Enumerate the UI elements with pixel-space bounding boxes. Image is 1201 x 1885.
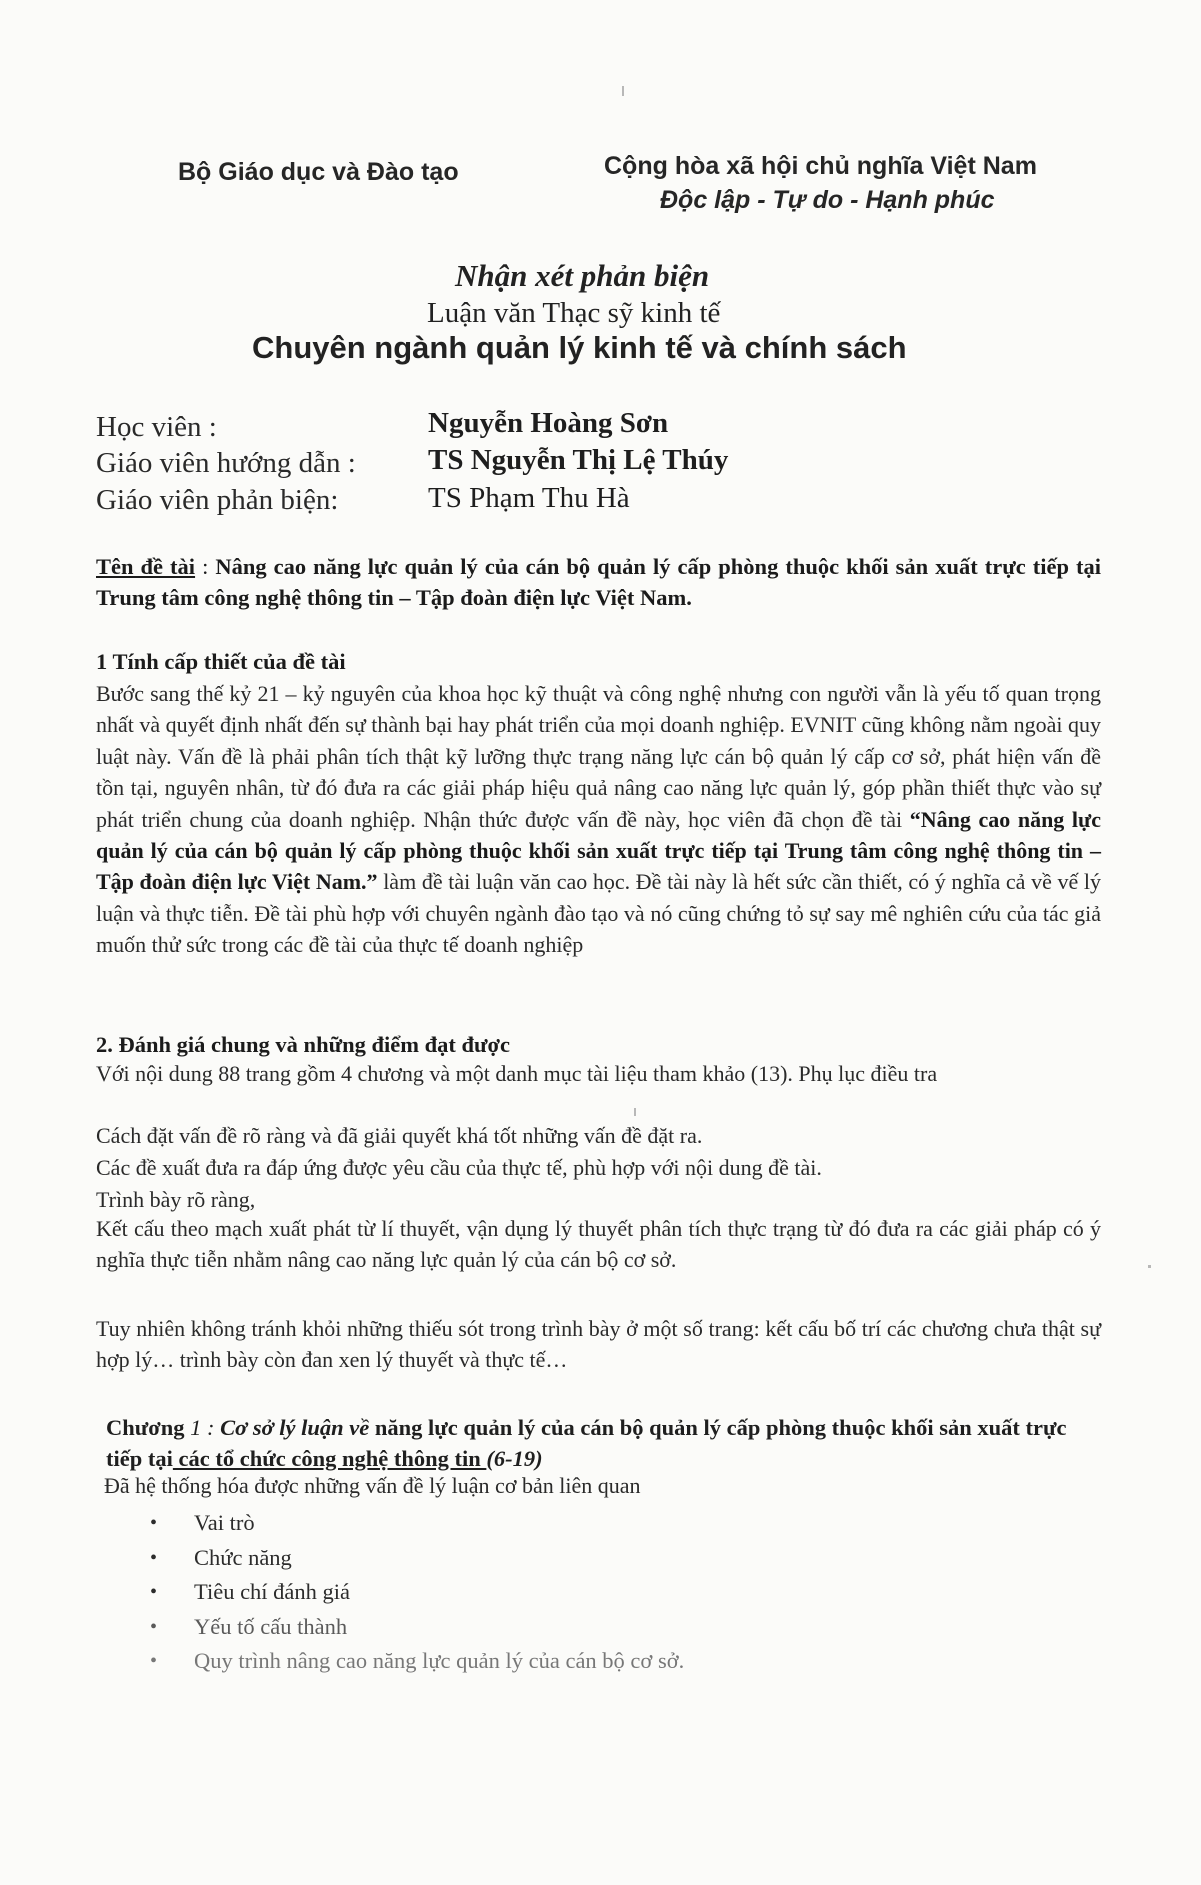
chapter1-topic-list [150,1506,684,1679]
chapter1-title-part2: các tổ chức công nghệ thông tin [172,1446,487,1471]
chapter1-label: Chương [106,1415,185,1440]
specialty-title: Chuyên ngành quản lý kinh tế và chính sách [252,330,907,365]
chapter1-number: 1 : [184,1415,221,1440]
chapter1-pages: (6-19) [486,1446,543,1471]
topic-text: Nâng cao năng lực quản lý của cán bộ quản lý cấp phòng thuộc khối sản xuất trực tiếp tại Trung tâm công nghệ thông tin – Tập đoàn điện lực Việt Nam. [96,554,1101,610]
list-item: • Yếu tố cấu thành [150,1610,684,1645]
topic-separator: : [195,554,216,579]
ministry-name: Bộ Giáo dục và Đào tạo [178,158,459,186]
section2-structure: Kết cấu theo mạch xuất phát từ lí thuyết, vận dụng lý thuyết phân tích thực trạng từ đó đưa ra các giải pháp có ý nghĩa thực tiễn nhằm nâng cao năng lực quản lý của cán bộ cơ sở. [96,1216,1101,1273]
topic-label: Tên đề tài [96,554,196,579]
chapter1-italic-title: Cơ sở lý luận về [220,1415,370,1440]
section2-shortcomings: Tuy nhiên không tránh khỏi những thiếu sót trong trình bày ở một số trang: kết cấu bố trí các chương chưa thật sự hợp lý… trình bày còn đan xen lý thuyết và thực tế… [96,1316,1101,1373]
document-title: Nhận xét phản biện [455,258,710,293]
section2-heading: 2. Đánh giá chung và những điểm đạt được [96,1032,510,1057]
reviewer-label: Giáo viên phản biện: [96,484,339,516]
section1-text: Bước sang thế kỷ 21 – kỷ nguyên của khoa học kỹ thuật và công nghệ nhưng con người vẫn là yếu tố quan trọng nhất và quyết định nhất đến sự thành bại hay phát triển của mọi doanh nghiệp. EVNIT cũng không nằm ngoài quy luật này. Vấn đề là phải phân tích thật kỹ lưỡng thực trạng năng lực cán bộ quản lý cấp cơ sở, phát hiện vấn đề tồn tại, nguyên nhân, từ đó đưa ra các giải pháp hiệu quả nâng cao năng lực quản lý, góp phần thiết thực vào sự phát triển chung của doanh nghiệp. Nhận thức được vấn đề này, học viên đã chọn đề tài [96,681,1101,832]
section1-text-end: làm đề tài luận văn cao học. Đề tài này là hết sức cần thiết, có ý nghĩa cả về vế lý luận và thực tiễn. Đề tài phù hợp với chuyên ngành đào tạo và nó cũng chứng tỏ sự say mê nghiên cứu của tác giả muốn thử sức trong các đề tài của thực tế doanh nghiệp [96,869,1101,958]
list-item: • Quy trình nâng cao năng lực quản lý của cán bộ cơ sở. [150,1644,684,1679]
section1-paragraph [96,678,1101,961]
section1-heading: 1 Tính cấp thiết của đề tài [96,649,346,674]
section2-point-1: Cách đặt vấn đề rõ ràng và đã giải quyết khá tốt những vấn đề đặt ra. [96,1123,703,1148]
list-item: • Tiêu chí đánh giá [150,1575,684,1610]
reviewer-name: TS Phạm Thu Hà [428,482,630,514]
scan-speck [634,1108,636,1116]
thesis-topic [96,551,1101,613]
chapter1-intro: Đã hệ thống hóa được những vấn đề lý luận cơ bản liên quan [104,1473,641,1498]
section2-point-3: Trình bày rõ ràng, [96,1187,256,1212]
supervisor-name: TS Nguyễn Thị Lệ Thúy [428,444,729,476]
section2-overview: Với nội dung 88 trang gồm 4 chương và một danh mục tài liệu tham khảo (13). Phụ lục điều tra [96,1061,938,1086]
supervisor-label: Giáo viên hướng dẫn : [96,447,356,479]
student-label: Học viên : [96,411,217,443]
national-motto: Độc lập - Tự do - Hạnh phúc [660,186,995,214]
list-item: • Vai trò [150,1506,684,1541]
student-name: Nguyễn Hoàng Sơn [428,407,669,439]
section1-topic-quote: “Nâng cao năng lực quản lý của cán bộ quản lý cấp phòng thuộc khối sản xuất trực tiếp tại Trung tâm công nghệ thông tin – Tập đoàn điện lực Việt Nam.” [96,806,1101,895]
list-item: • Chức năng [150,1541,684,1576]
scan-speck [622,86,624,96]
scan-speck [1148,1265,1151,1268]
thesis-type: Luận văn Thạc sỹ kinh tế [427,297,721,329]
chapter1-title-part1: năng lực quản lý của cán bộ quản lý cấp phòng thuộc khối sản xuất trực tiếp tại [106,1415,1067,1471]
chapter1-heading [106,1412,1101,1474]
section2-point-2: Các đề xuất đưa ra đáp ứng được yêu cầu của thực tế, phù hợp với nội dung đề tài. [96,1155,822,1180]
country-name: Cộng hòa xã hội chủ nghĩa Việt Nam [604,152,1037,180]
